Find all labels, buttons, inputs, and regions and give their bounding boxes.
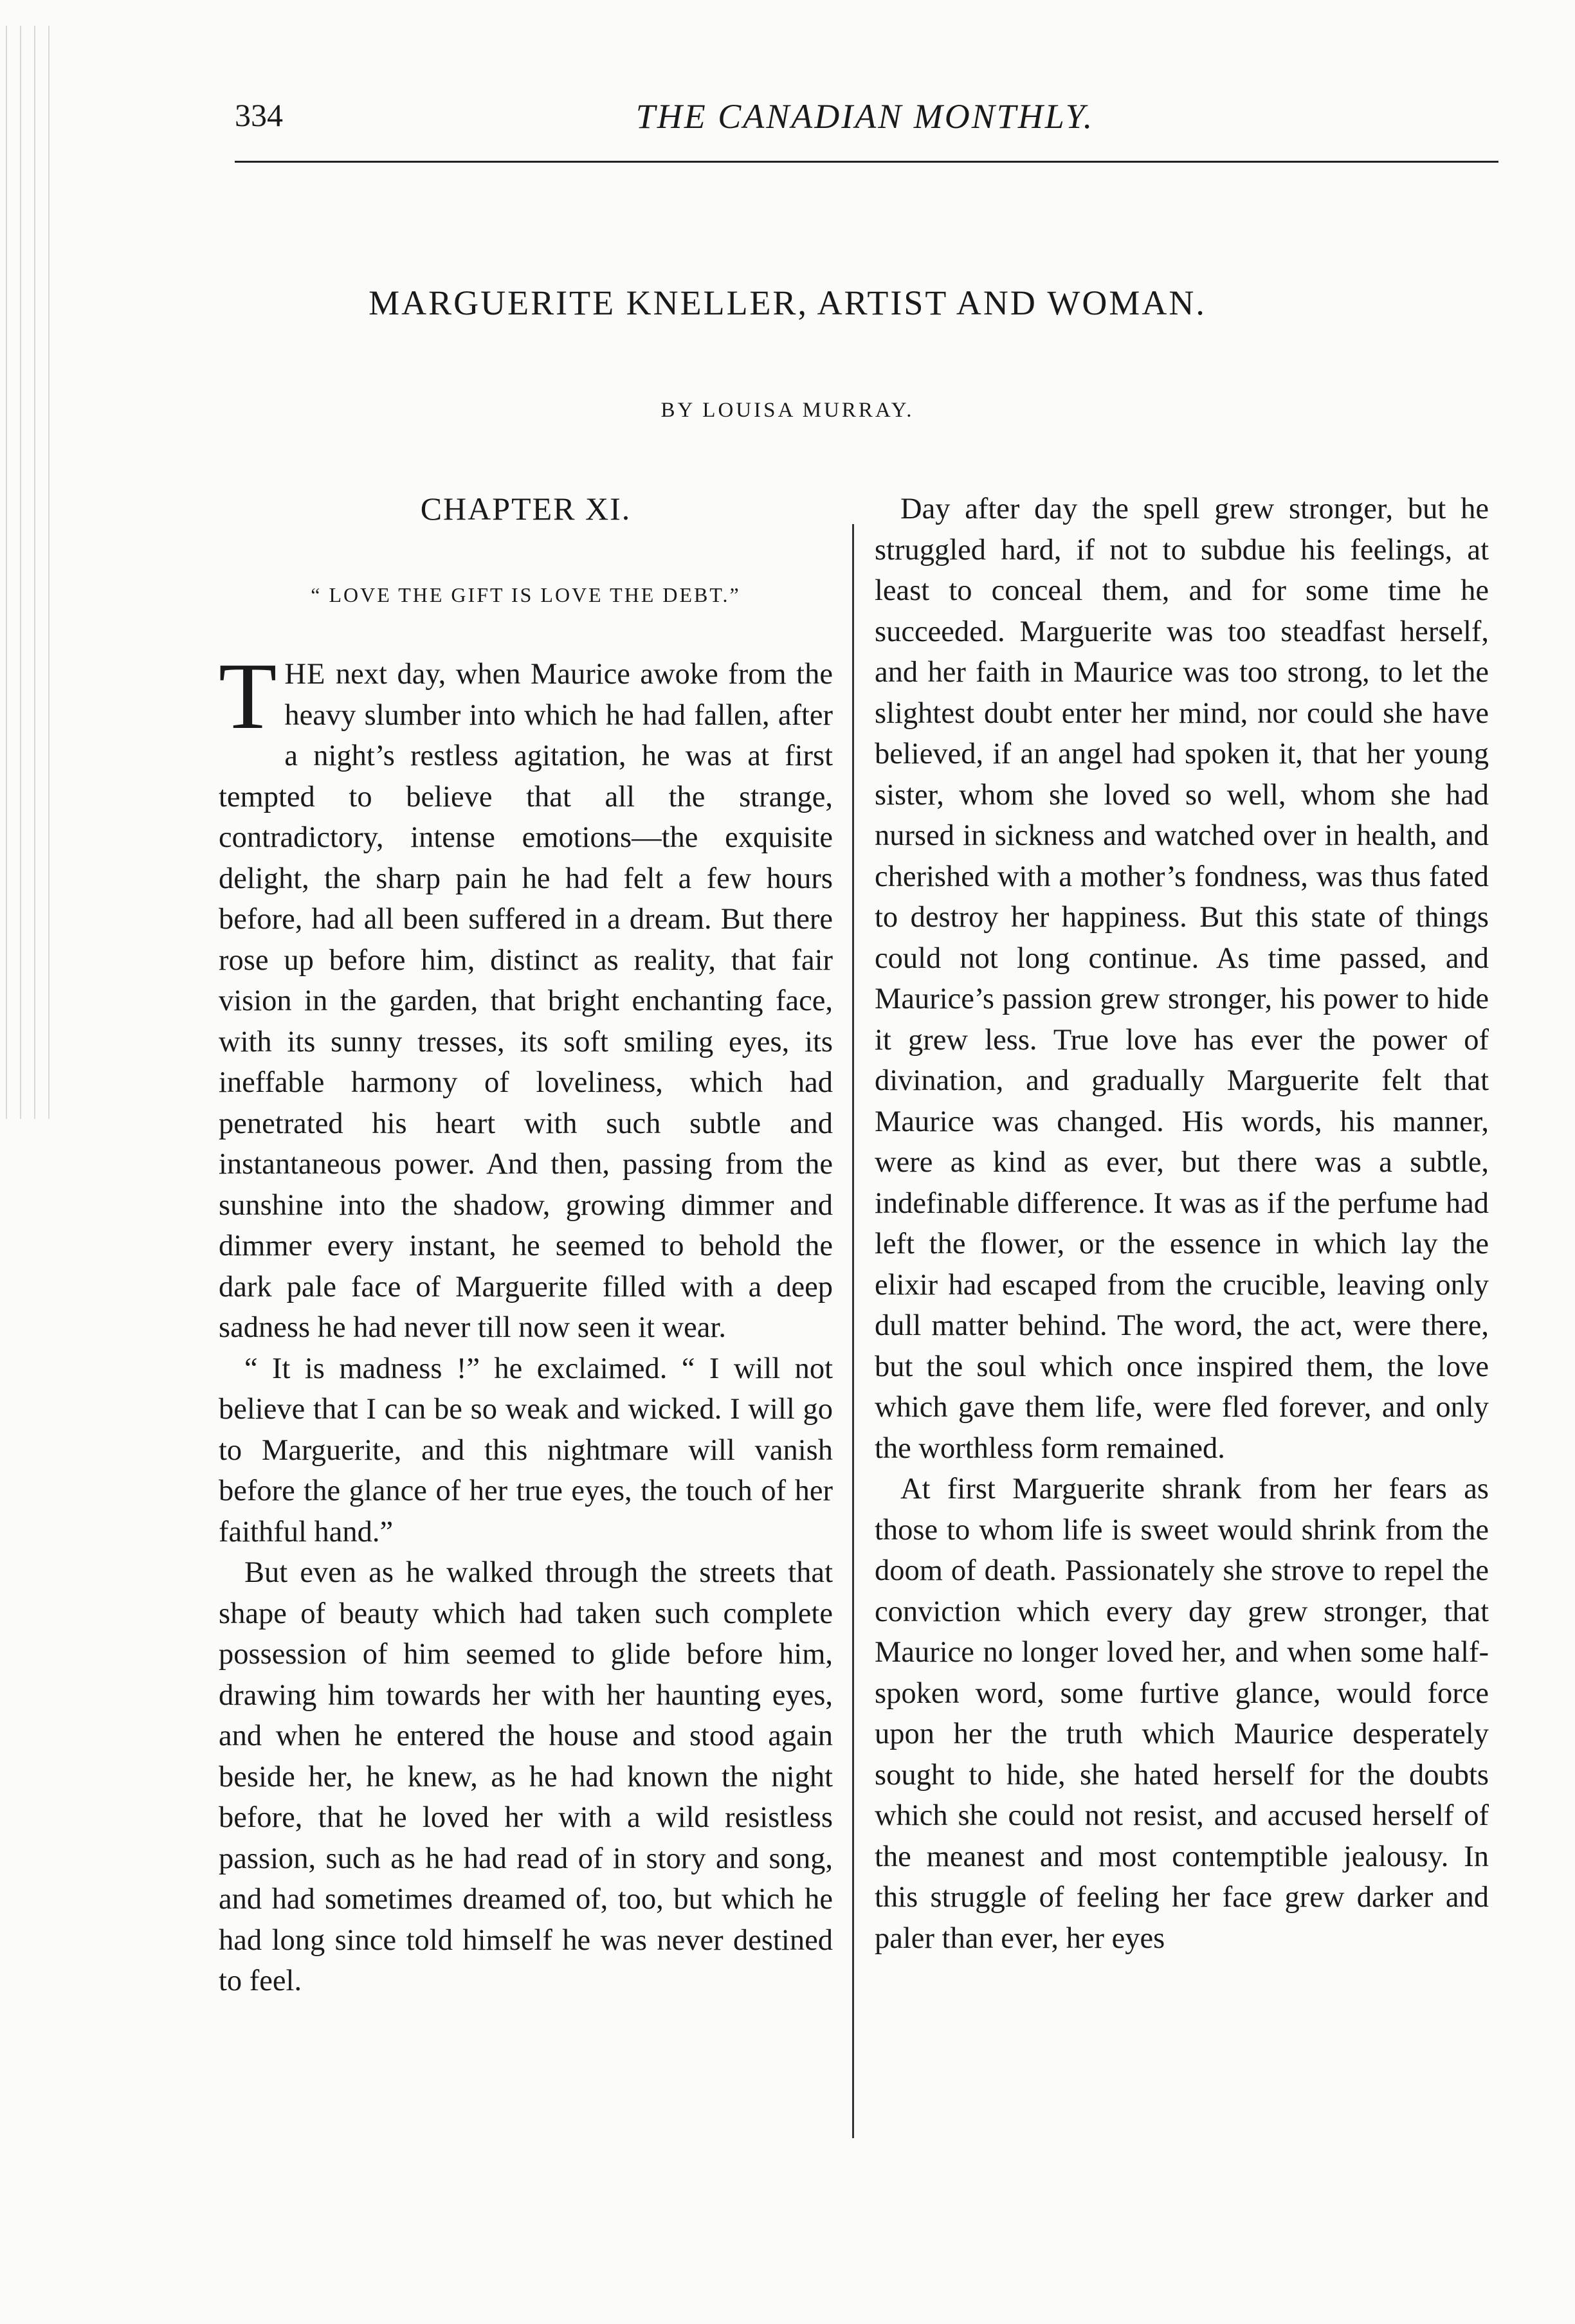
page-number: 334 [235, 97, 283, 133]
chapter-heading: CHAPTER XI. [420, 491, 632, 527]
paragraph-1-text: next day, when Maurice awoke from the heavy slumber into which he had fallen, after a night’s restless agitation, he was at first tempted to believe that all the strange, contradictory, intense emotions—the exquisite delight, the sharp pain he had felt a few hours before, had all been suffered in a dream. But there rose up before him, distinct as reality, that fair vision in the garden, that bright enchanting face, with its sunny tresses, its soft smiling eyes, its ineffable harmony of loveliness, which had penetrated his heart with such subtle and instantaneous power. And then, passing from the sunshine into the shadow, growing dimmer and dimmer every instant, he seemed to behold the dark pale face of Marguerite filled with a deep sadness he had never till now seen it wear. [219, 658, 833, 1344]
right-column [875, 489, 1489, 1959]
paragraph-3: But even as he walked through the streets that shape of beauty which had taken such complete possession of him seemed to glide before him, drawing him towards her with her haunting eyes, and when he entered the house and stood again beside her, he knew, as he had known the night before, that he loved her with a wild resistless passion, such as he had read of in story and song, and had sometimes dreamed of, too, but which he had long since told himself he was never destined to feel. [219, 1556, 833, 1997]
paragraph-1 [219, 644, 833, 1348]
article-title: MARGUERITE KNELLER, ARTIST AND WOMAN. [369, 284, 1206, 322]
binding-margin-scan-marks [0, 26, 58, 1119]
paragraph-5: At first Marguerite shrank from her fears as those to whom life is sweet would shrink from the doom of death. Passionately she strove to repel the conviction which every day grew stronger, that Maurice no longer loved her, and when some half-spoken word, some furtive glance, would force upon her the truth which Maurice desperately sought to hide, she hated herself for the doubts which she could not resist, and accused herself of the meanest and most contemptible jealousy. In this struggle of feeling her face grew darker and paler than ever, her eyes [875, 1473, 1489, 1955]
header-rule [235, 161, 1498, 163]
first-word-rest: HE [284, 658, 326, 691]
paragraph-4: Day after day the spell grew stronger, but he struggled hard, if not to subdue his feelings, at least to conceal them, and for some time he succeeded. Marguerite was too steadfast herself, and her faith in Maurice was too strong, to let the slightest doubt enter her mind, nor could she have believed, if an angel had spoken it, that her young sister, whom she loved so well, whom she had nursed in sickness and watched over in health, and cherished with a mother’s fondness, was thus fated to destroy her happiness. But this state of things could not long continue. As time passed, and Maurice’s passion grew stronger, his power to hide it grew less. True love has ever the power of divination, and gradually Marguerite felt that Maurice was changed. His words, his manner, were as kind as ever, but there was a subtle, indefinable difference. It was as if the perfume had left the flower, or the essence in which lay the elixir had escaped from the crucible, leaving only dull matter behind. The word, the act, were there, but the soul which once inspired them, the love which gave them life, were fled forever, and only the worthless form remained. [875, 493, 1489, 1465]
column-divider [852, 524, 854, 2138]
byline: BY LOUISA MURRAY. [660, 399, 915, 422]
page-header [235, 96, 1495, 154]
running-title: THE CANADIAN MONTHLY. [635, 97, 1095, 136]
left-column [219, 489, 833, 2002]
chapter-epigraph: “ LOVE THE GIFT IS LOVE THE DEBT.” [311, 583, 741, 606]
drop-cap: T [219, 644, 277, 749]
paragraph-2: “ It is madness !” he exclaimed. “ I will not believe that I can be so weak and wicked. I will go to Marguerite, and this nightmare will vanish before the glance of her true eyes, the touch of her faithful hand.” [219, 1352, 833, 1548]
